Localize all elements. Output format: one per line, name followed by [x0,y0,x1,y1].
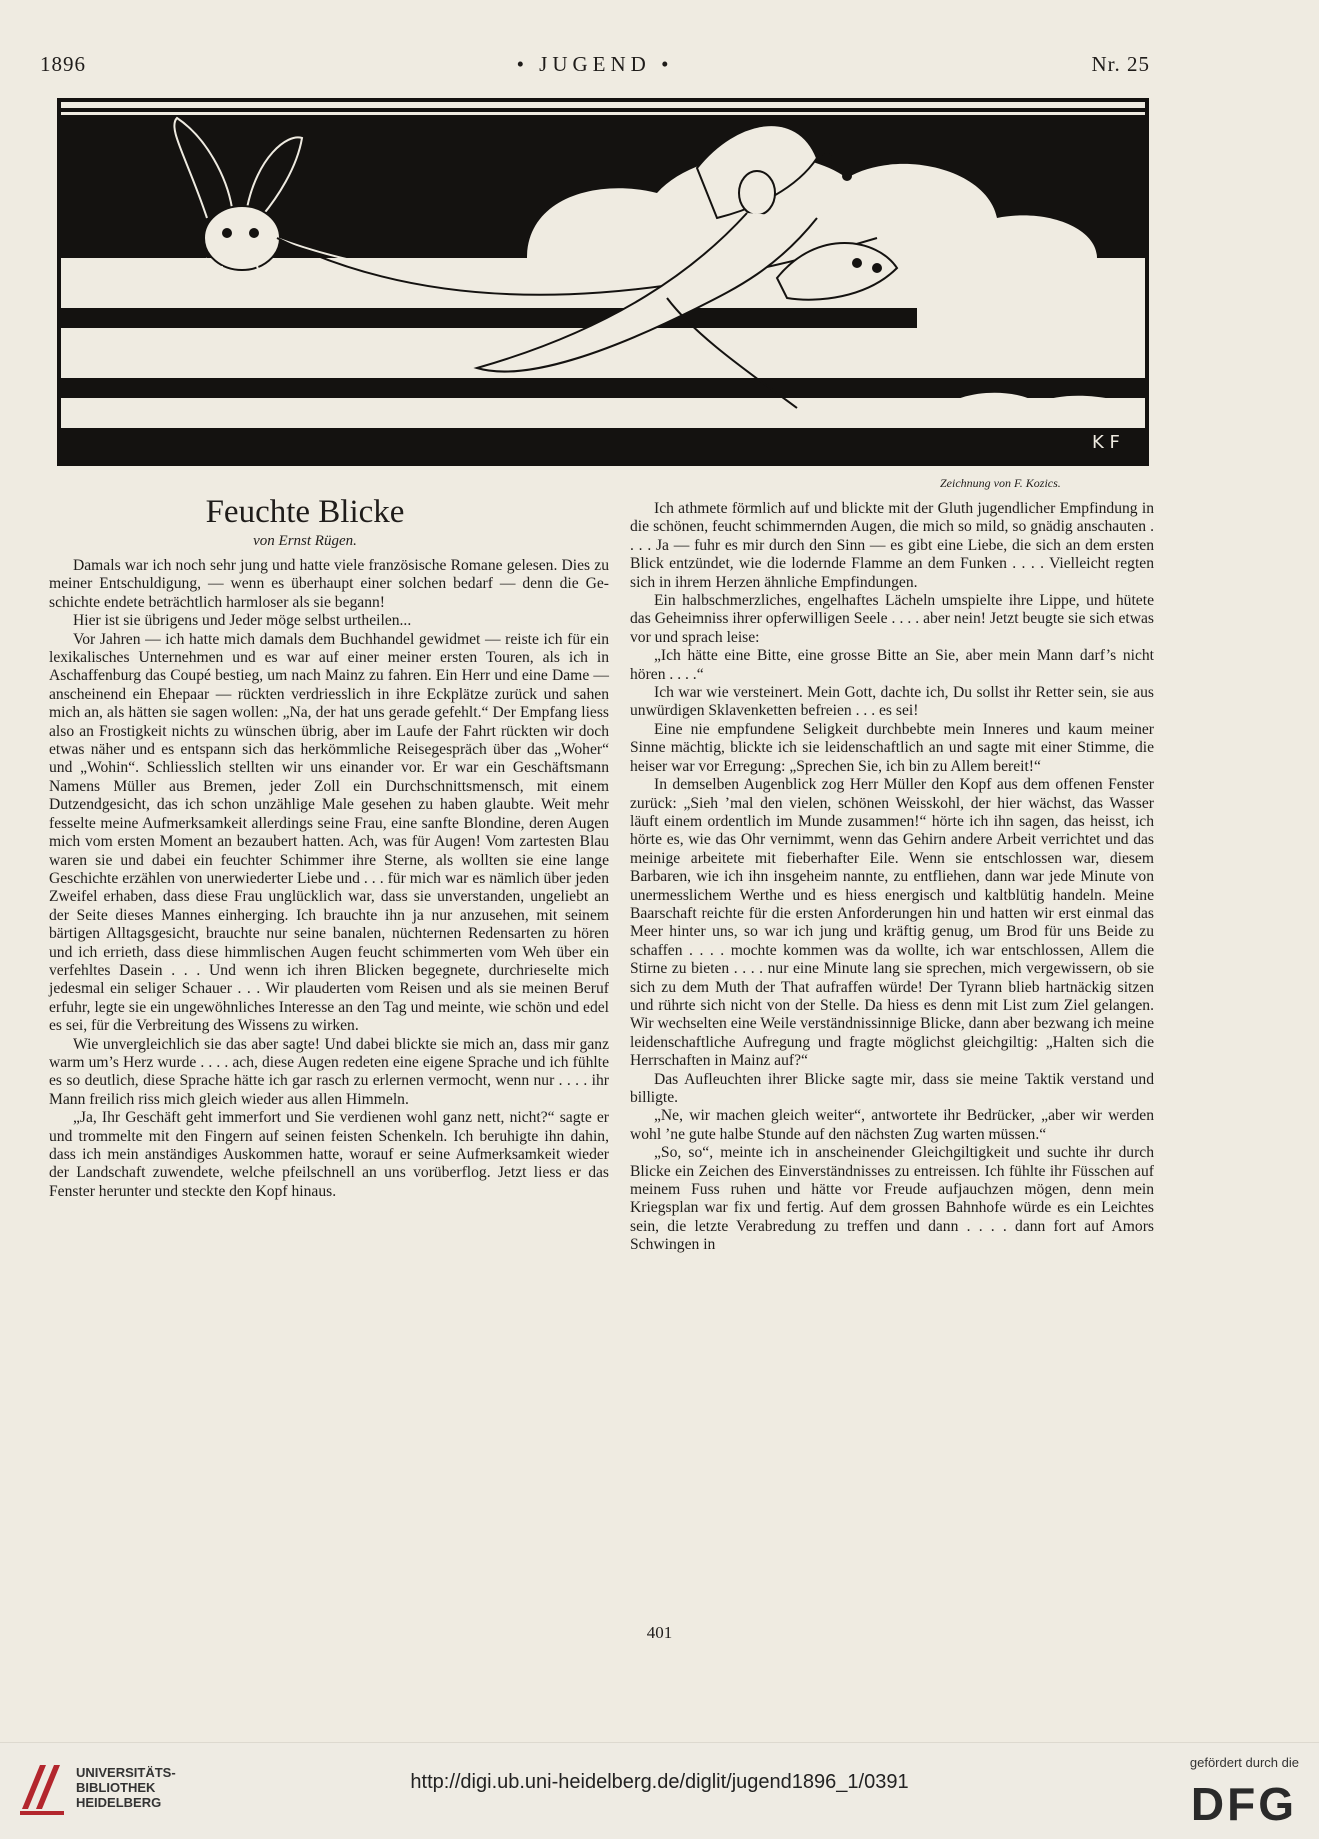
article-title: Feuchte Blicke [205,494,405,530]
paragraph: „Ich hätte eine Bitte, eine grosse Bitte an Sie, aber mein Mann darf’s nicht hören . . . .“ [630,647,1154,683]
header-title: • JUGEND • [516,52,674,76]
monogram: K F [1092,432,1120,453]
header-issue: Nr. 25 [1091,52,1150,76]
text-column-right [630,500,1154,1255]
viewer-footer [0,1742,1319,1839]
paragraph: „So, so“, meinte ich in anscheinender Gleichgiltigkeit und suchte ihr durch Blicke ein Zeichen des Einverständnisses zu entreissen. Ich fühlte ihr Füsschen auf meinem Fuss ruhen und hätte vor Freude aufjauchzen mögen, denn mein Kriegsplan war fix und fertig. Auf dem grossen Bahnhofe würde es ein Leichtes sein, die letzte Verabredung zu treffen und dann . . . . dann fort auf Amors Schwingen in [630,1144,1154,1254]
article-author: von Ernst Rügen. [253,533,357,549]
paragraph: Vor Jahren — ich hatte mich damals dem Buchhandel gewidmet — reiste ich für ein lexikalisches Unternehmen und es war auf einer meiner ersten Touren, als ich in Aschaffenburg das Coupé bestieg, um nach Mainz zu fahren. Ein Herr und eine Dame — anscheinend ein Ehepaar — rückten verdriesslich in ihre Eckplätze zurück und sahen mich an, als hätten sie sagen wollen: „Na, der hat uns gerade gefehlt.“ Der Empfang liess also an Frostigkeit nichts zu wünschen übrig, aber im Laufe der Fahrt rückten wir doch etwas näher und es entspann sich das herkömmliche Reisegespräch über das „Woher“ und „Wohin“. Schliesslich stellten wir uns einander vor. Er war ein Geschäftsmann Namens Müller aus Bremen, jeder Zoll ein Durchschnittsmensch, mit einem Dutzendgesicht, das ich schon unzählige Male gesehen zu haben glaubte. Weit mehr fesselte meine Aufmerksamkeit allerdings seine Frau, eine sanfte Blondine, deren Augen mich vom ersten Moment an bezaubert hatten. Ach, was für Augen! Vom zartesten Blau waren sie und dabei ein feuchter Schimmer ihre Sterne, als wollten sie eine lange Geschichte erzählen von unerwiederter Liebe und . . . für mich war es nämlich über jeden Zweifel erhaben, dass diese Frau unglücklich war, dass sie unverstanden, ungeliebt an der Seite dieses Mannes einherging. Ich brauchte ihn ja nur anzusehen, mit seinem bärtigen Alltagsgesicht, brauchte nur seine banalen, nüchternen Redensarten zu hören und ich errieth, dass diese himmlischen Augen feucht schimmerten vom Weh über ein verfehltes Dasein . . . Und wenn ich ihren Blicken begegnete, durchrieselte mich jedesmal ein seliger Schauer . . . Wir plauderten vom Reisen und als sie meinen Beruf erfuhr, legte sie ein ungewöhnliches Interesse an den Tag und meinte, wie schön und edel es sei, für die Verbreitung des Wissens zu wirken. [49,630,609,1035]
paragraph: „Ja, Ihr Geschäft geht immerfort und Sie verdienen wohl ganz nett, nicht?“ sagte er und trommelte mit den Fingern auf seinen feisten Schenkeln. Ich beruhigte ihn dahin, dass ich mein anständiges Auskommen hatte, worauf er seine Aufmerksamkeit wieder der Landschaft zuwendete, welche pfeilschnell an uns vorüberflog. Jetzt liess er das Fenster herunter und steckte den Kopf hinaus. [49,1109,609,1200]
dfg-logo[interactable]: DFG [1190,1778,1297,1830]
paragraph: Das Aufleuchten ihrer Blicke sagte mir, dass sie meine Taktik verstand und billigte. [630,1070,1154,1106]
header-year: 1896 [40,52,86,76]
text-column-left [49,557,609,1201]
page-number: 401 [646,1623,673,1642]
paragraph: Ich war wie versteinert. Mein Gott, dachte ich, Du sollst ihr Retter sein, sie aus unwürdigen Sklavenketten befreien . . . es sei! [630,684,1154,720]
funding-note: gefördert durch die [1189,1755,1299,1770]
paragraph: „Ne, wir machen gleich weiter“, antwortete ihr Bedrücker, „aber wir werden wohl ’ne gute halbe Stunde auf den nächsten Zug warten müssen.“ [630,1107,1154,1143]
running-header [40,52,1150,82]
library-name[interactable]: UNIVERSITÄTS- BIBLIOTHEK HEIDELBERG [76,1765,176,1810]
paragraph: Wie unvergleichlich sie das aber sagte! Und dabei blickte sie mich an, dass mir ganz warm um’s Herz wurde . . . . ach, diese Augen redeten eine eigene Sprache und ich fühlte es so deutlich, diese Sprache hätte ich gar rasch zu erlernen vermocht, wenn nur . . . . ihr Mann freilich riss mich gleich wieder aus allen Himmeln. [49,1035,609,1108]
header-illustration [57,98,1149,466]
paragraph: Eine nie empfundene Seligkeit durchbebte mein Inneres und kaum meiner Sinne mächtig, blickte ich sie leidenschaftlich an und sagte mit einer Stimme, die heiser war vor Erregung: „Sprechen Sie, ich bin zu Allem bereit!“ [630,720,1154,775]
permalink-url[interactable]: http://digi.ub.uni-heidelberg.de/diglit/jugend1896_1/0391 [410,1771,909,1793]
paragraph: In demselben Augenblick zog Herr Müller den Kopf aus dem offenen Fenster zurück: „Sieh ’mal den vielen, schönen Weisskohl, der hier wächst, das Wasser läuft einem ordentlich im Munde zusammen!“ hörte ich ihn sagen, das heisst, ich hörte es, wie das Ohr vernimmt, wenn das Gehirn andere Arbeit verrichtet und das meinige arbeitete mit fieberhafter Eile. Wenn sie entschlossen war, diesem Barbaren, wie ich ihn insgeheim nannte, zu entfliehen, dann war jede Minute von unermesslichem Werthe und es hiess energisch und kaltblütig handeln. Meine Baarschaft reichte für die ersten Anforderungen hin und hatten wir erst einmal das Meer hinter uns, so war ich jung und kräftig genug, um Brod für uns Beide zu schaffen . . . . mochte kommen was da wollte, ich war entschlossen, Allem die Stirne zu bieten . . . . nur eine Minute lang sie sprechen, mich vergewissern, ob sie sich zu dem Muth der That aufraffen würde! Der Tyrann blieb hartnäckig sitzen und rührte sich nicht von der Stelle. Da hiess es denn mit List zum Ziel gelangen. Wir wechselten eine Weile verständnissinnige Blicke, dann aber bezwang ich meine leidenschaftliche Aufregung und fragte möglichst gleichgiltig: „Halten sich die Herrschaften in Mainz auf?“ [630,776,1154,1070]
paragraph: Ein halbschmerzliches, engelhaftes Lächeln umspielte ihre Lippe, und hütete das Geheimniss ihrer opferwilligen Seele . . . . aber nein! Jetzt beugte sie sich etwas vor und sprach leise: [630,592,1154,646]
paragraph: Damals war ich noch sehr jung und hatte viele französische Romane gelesen. Dies zu meiner Entschuldigung, — wenn es überhaupt einer solchen bedarf — denn die Geschichte endete beträchtlich harmloser als sie begann! [49,557,609,611]
paragraph: Ich athmete förmlich auf und blickte mit der Gluth jugendlicher Empfindung in die schönen, feucht schimmernden Augen, die mich so mild, so gnädig anschauten . . . . Ja — fuhr es mir durch den Sinn — es gibt eine Liebe, die sich an dem ersten Blick entzündet, wie die lodernde Flamme an dem Funken . . . . Vielleicht regten sich in ihrem Herzen ähnliche Empfindungen. [630,500,1154,591]
illustration-credit: Zeichnung von F. Kozics. [940,476,1061,490]
paragraph: Hier ist sie übrigens und Jeder möge selbst urtheilen... [73,612,412,630]
